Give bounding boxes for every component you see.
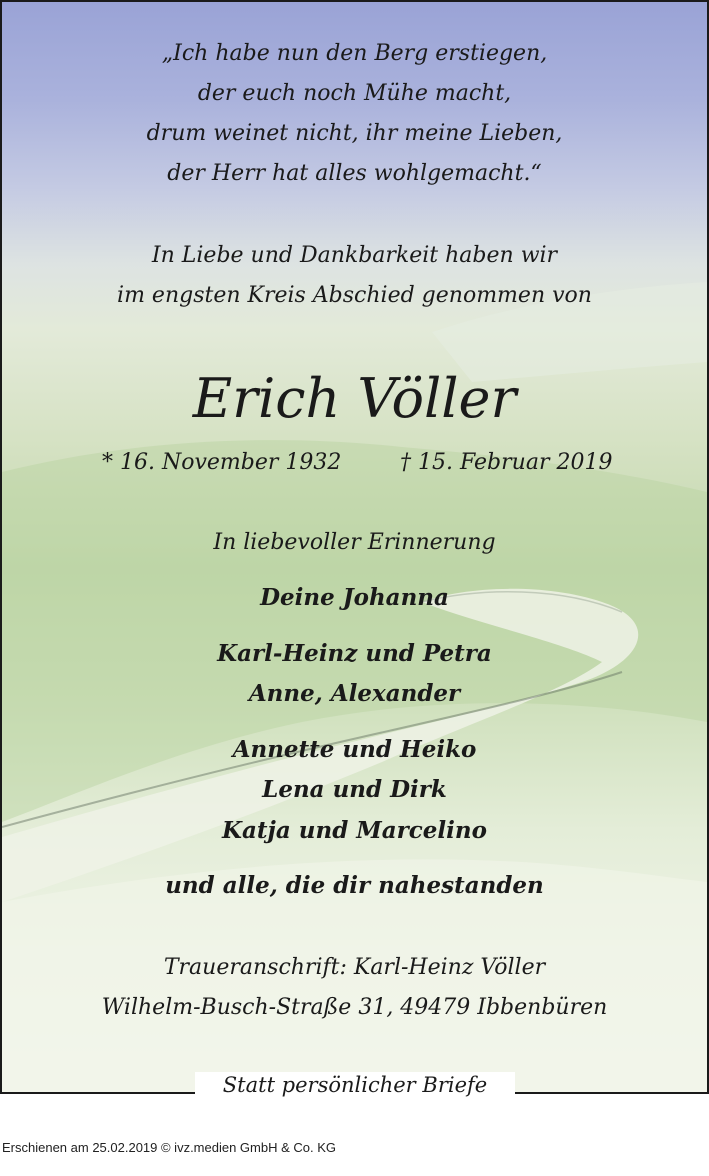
intro-line-1: In Liebe und Dankbarkeit haben wir (151, 243, 558, 268)
remembrance-line: In liebevoller Erinnerung (213, 530, 496, 555)
poem-line-4: der Herr hat alles wohlgemacht.“ (167, 161, 542, 186)
mourner-line-3: Anne, Alexander (248, 680, 461, 707)
mourner-line-1: Deine Johanna (260, 584, 449, 611)
mourner-line-7: und alle, die dir nahestanden (165, 872, 544, 899)
poem-line-3: drum weinet nicht, ihr meine Lieben, (146, 121, 563, 146)
poem-line-2: der euch noch Mühe macht, (197, 81, 512, 106)
mourner-line-2: Karl-Heinz und Petra (217, 640, 492, 667)
deceased-name: Erich Völler (192, 367, 517, 430)
poem-line-1: „Ich habe nun den Berg erstiegen, (161, 41, 548, 66)
address-line-1: Traueranschrift: Karl-Heinz Völler (163, 955, 546, 980)
mourner-line-6: Katja und Marcelino (222, 817, 487, 844)
address-line-2: Wilhelm-Busch-Straße 31, 49479 Ibbenbüren (101, 995, 608, 1020)
death-date: † 15. Februar 2019 (400, 450, 613, 475)
closing-note: Statt persönlicher Briefe (195, 1072, 515, 1098)
intro-line-2: im engsten Kreis Abschied genommen von (117, 283, 592, 308)
mourner-line-5: Lena und Dirk (262, 776, 447, 803)
birth-date: * 16. November 1932 (102, 450, 342, 475)
mourner-line-4: Annette und Heiko (232, 736, 477, 763)
publication-credit: Erschienen am 25.02.2019 © ivz.medien GmbH & Co. KG (2, 1140, 337, 1155)
